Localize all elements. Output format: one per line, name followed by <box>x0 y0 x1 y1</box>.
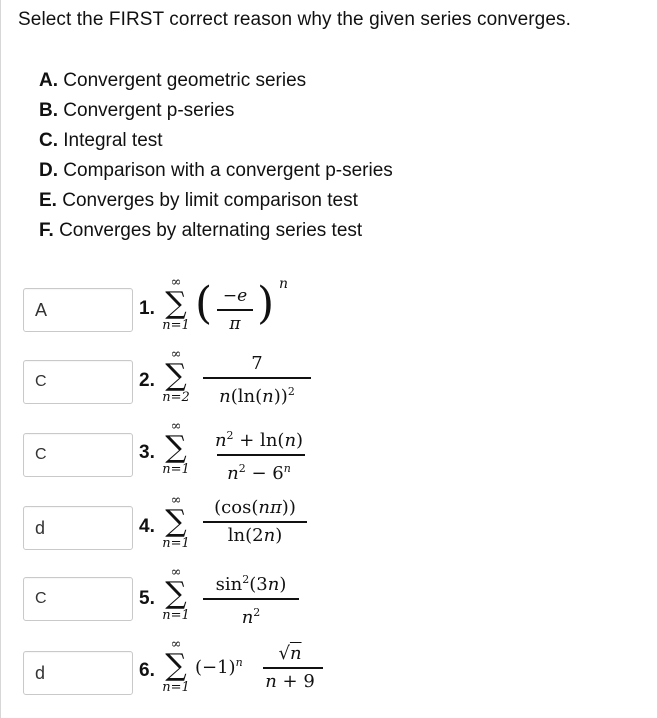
upper-limit: ∞ <box>170 347 182 362</box>
option-letter: E. <box>39 190 57 211</box>
option-c <box>39 128 393 158</box>
series-term-5: $\sin^2(3n)$ $n^2$ <box>203 568 299 630</box>
option-text: Converges by alternating series test <box>59 220 363 241</box>
problem-row-3 <box>23 420 643 492</box>
option-d <box>39 158 393 188</box>
answer-input-1[interactable]: A <box>23 288 133 332</box>
answer-input-5[interactable]: C <box>23 577 133 621</box>
option-letter: C. <box>39 130 58 151</box>
option-text: Comparison with a convergent p-series <box>63 160 393 181</box>
answer-options-list <box>39 68 393 248</box>
problem-row-5 <box>23 566 643 636</box>
problem-row-1 <box>23 274 643 348</box>
sigma-symbol: ∑ <box>165 430 187 465</box>
option-e <box>39 188 393 218</box>
option-a <box>39 68 393 98</box>
option-text: Converges by limit comparison test <box>62 190 358 211</box>
option-text: Integral test <box>63 130 163 151</box>
sigma-symbol: ∑ <box>165 358 187 393</box>
option-b <box>39 98 393 128</box>
lower-limit: n=1 <box>162 680 190 695</box>
upper-limit: ∞ <box>170 419 182 434</box>
option-text: Convergent geometric series <box>63 70 307 91</box>
problem-number: 6. <box>139 660 155 681</box>
sigma-symbol: ∑ <box>165 576 187 611</box>
summation <box>156 348 196 405</box>
series-term-6: $(-1)^n$ √n n + 9 <box>195 636 335 706</box>
upper-limit: ∞ <box>170 565 182 580</box>
option-letter: B. <box>39 100 58 121</box>
answer-input-2[interactable]: C <box>23 360 133 404</box>
option-f <box>39 218 393 248</box>
lower-limit: n=2 <box>162 390 190 405</box>
answer-input-4[interactable]: d <box>23 506 133 550</box>
summation <box>156 420 196 477</box>
sigma-symbol: ∑ <box>165 286 187 321</box>
problem-number: 3. <box>139 442 155 463</box>
sigma-symbol: ∑ <box>165 504 187 539</box>
option-letter: A. <box>39 70 58 91</box>
series-term-4: (cos(nπ)) ln(2n) <box>203 496 307 548</box>
series-term-1: ( −e π ) n <box>195 276 289 334</box>
summation <box>156 276 196 333</box>
summation <box>156 638 196 695</box>
upper-limit: ∞ <box>170 275 182 290</box>
option-letter: D. <box>39 160 58 181</box>
option-text: Convergent p-series <box>63 100 235 121</box>
series-term-3: $n^2 + \ln(n)$ $n^2 - 6^n$ <box>214 429 304 484</box>
answer-input-6[interactable]: d <box>23 651 133 695</box>
option-letter: F. <box>39 220 54 241</box>
problem-number: 1. <box>139 298 155 319</box>
question-prompt: Select the FIRST correct reason why the given series converges. <box>18 9 571 30</box>
lower-limit: n=1 <box>162 462 190 477</box>
problem-number: 2. <box>139 370 155 391</box>
answer-input-3[interactable]: C <box>23 433 133 477</box>
problem-row-2 <box>23 348 643 420</box>
upper-limit: ∞ <box>170 493 182 508</box>
upper-limit: ∞ <box>170 637 182 652</box>
problem-number: 5. <box>139 588 155 609</box>
problem-row-4 <box>23 492 643 566</box>
series-term-2: 7 $n(\ln(n))^2$ <box>203 352 311 409</box>
problem-number: 4. <box>139 516 155 537</box>
sigma-symbol: ∑ <box>165 648 187 683</box>
lower-limit: n=1 <box>162 536 190 551</box>
lower-limit: n=1 <box>162 318 190 333</box>
summation <box>156 566 196 623</box>
lower-limit: n=1 <box>162 608 190 623</box>
summation <box>156 494 196 551</box>
problem-row-6 <box>23 636 643 710</box>
